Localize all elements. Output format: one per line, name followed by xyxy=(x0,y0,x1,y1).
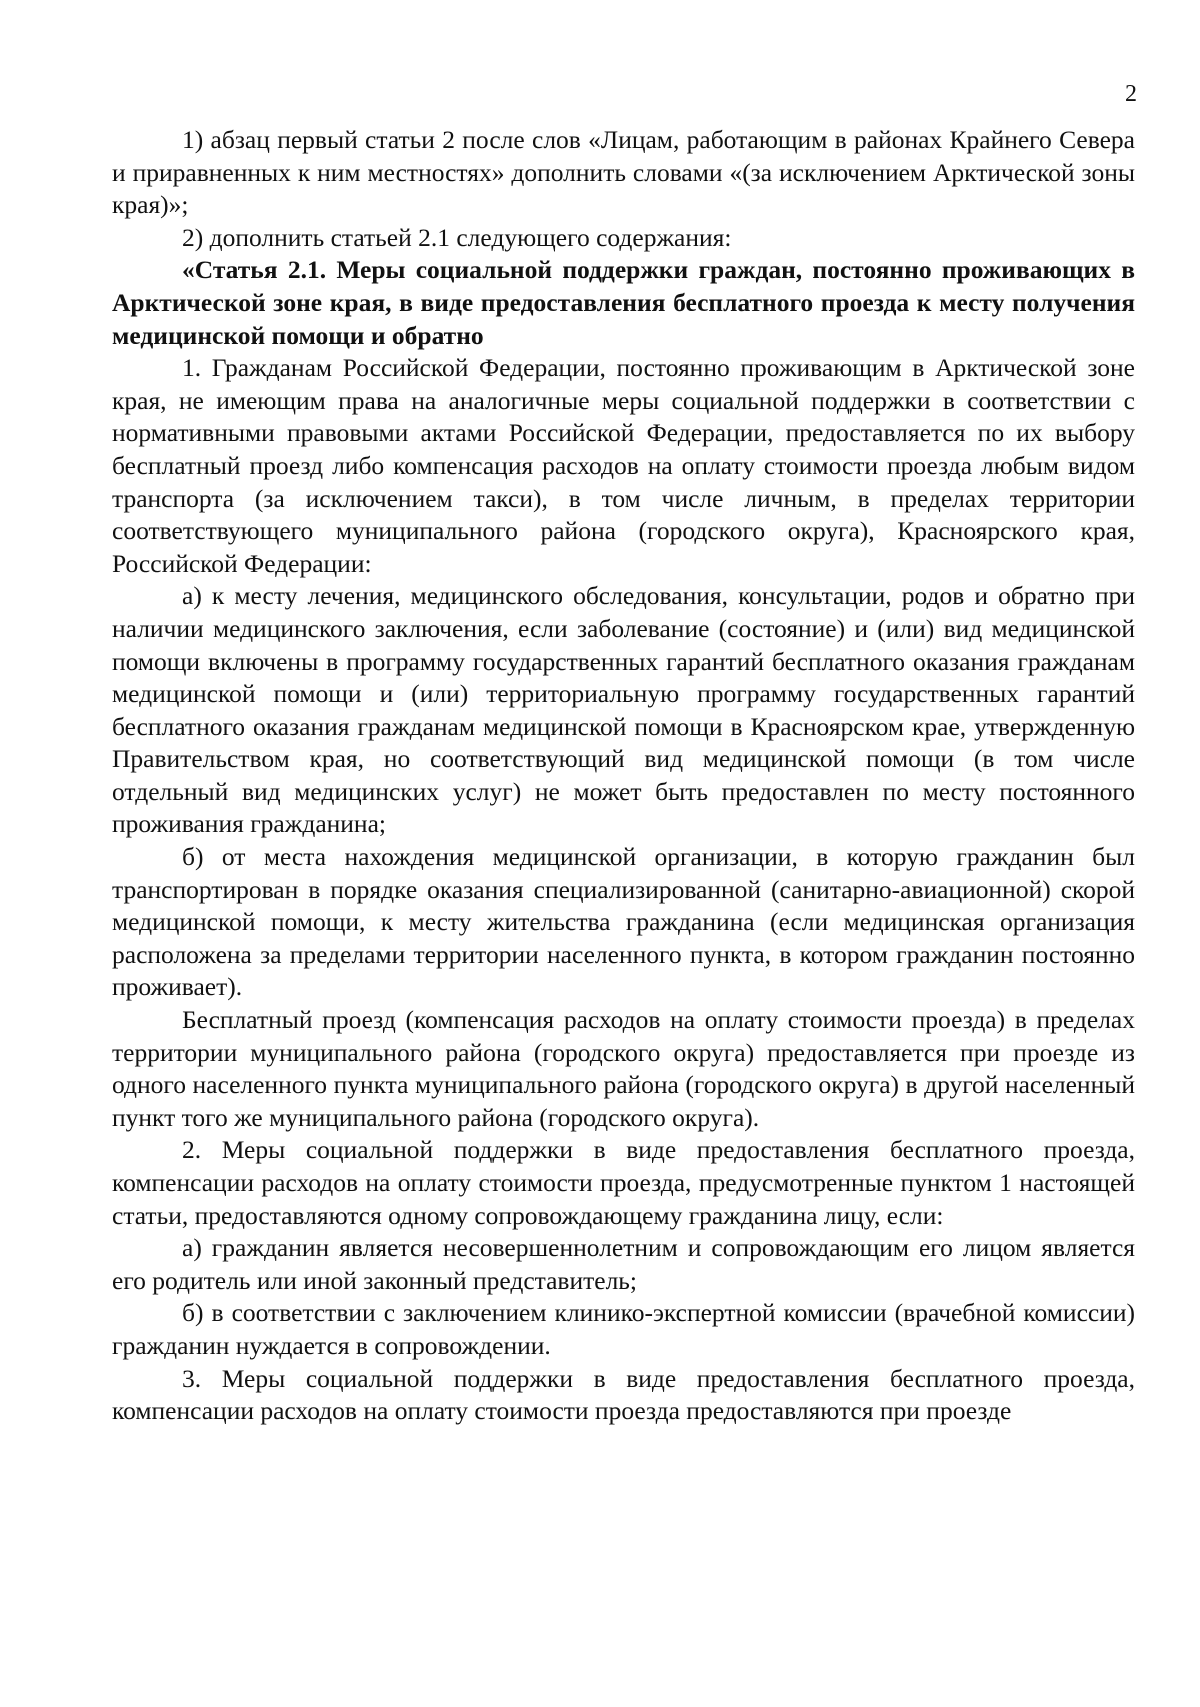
paragraph-clause-2a: а) гражданин является несовершеннолетним и сопровождающим его лицом является его родитель или иной законный представитель; xyxy=(112,1233,1135,1295)
paragraph-amendment-2: 2) дополнить статьей 2.1 следующего содержания: xyxy=(182,222,732,252)
paragraph-clause-2b: б) в соответствии с заключением клинико-экспертной комиссии (врачебной комиссии) гражданин нуждается в сопровождении. xyxy=(112,1298,1135,1360)
paragraph-clause-1a: а) к месту лечения, медицинского обследования, консультации, родов и обратно при наличии медицинского заключения, если заболевание (состояние) и (или) вид медицинской помощи включены в программу государственных гарантий бесплатного оказания гражданам медицинской помощи и (или) территориальную программу государственных гарантий бесплатного оказания гражданам медицинской помощи в Красноярском крае, утвержденную Правительством края, но соответствующий вид медицинской помощи (в том числе отдельный вид медицинских услуг) не может быть предоставлен по месту постоянного проживания гражданина; xyxy=(112,581,1135,839)
paragraph-clause-3: 3. Меры социальной поддержки в виде предоставления бесплатного проезда, компенсации расходов на оплату стоимости проезда предоставляются при проезде xyxy=(112,1363,1135,1426)
paragraph-clause-2: 2. Меры социальной поддержки в виде предоставления бесплатного проезда, компенсации расходов на оплату стоимости проезда, предусмотренные пунктом 1 настоящей статьи, предоставляются одному сопровождающему гражданина лицу, если: xyxy=(112,1135,1135,1230)
paragraph-amendment-1: 1) абзац первый статьи 2 после слов «Лицам, работающим в районах Крайнего Севера и приравненных к ним местностях» дополнить словами «(за исключением Арктической зоны края)»; xyxy=(112,125,1135,220)
document-body xyxy=(112,124,1135,1428)
paragraph-clause-1: 1. Гражданам Российской Федерации, постоянно проживающим в Арктической зоне края, не имеющим права на аналогичные меры социальной поддержки в соответствии с нормативными правовыми актами Российской Федерации, предоставляется по их выбору бесплатный проезд либо компенсация расходов на оплату стоимости проезда любым видом транспорта (за исключением такси), в том числе личным, в пределах территории соответствующего муниципального района (городского округа), Красноярского края, Российской Федерации: xyxy=(112,353,1135,578)
paragraph-clause-1b: б) от места нахождения медицинской организации, в которую гражданин был транспортирован в порядке оказания специализированной (санитарно-авиационной) скорой медицинской помощи, к месту жительства гражданина (если медицинская организация расположена за пределами территории населенного пункта, в котором гражданин постоянно проживает). xyxy=(112,842,1135,1002)
paragraph-free-travel: Бесплатный проезд (компенсация расходов на оплату стоимости проезда) в пределах территории муниципального района (городского округа) предоставляется при проезде из одного населенного пункта муниципального района (городского округа) в другой населенный пункт того же муниципального района (городского округа). xyxy=(112,1005,1135,1132)
article-heading: «Статья 2.1. Меры социальной поддержки граждан, постоянно проживающих в Арктической зоне края, в виде предоставления бесплатного проезда к месту получения медицинской помощи и обратно xyxy=(112,255,1135,350)
page-number: 2 xyxy=(1125,81,1137,107)
